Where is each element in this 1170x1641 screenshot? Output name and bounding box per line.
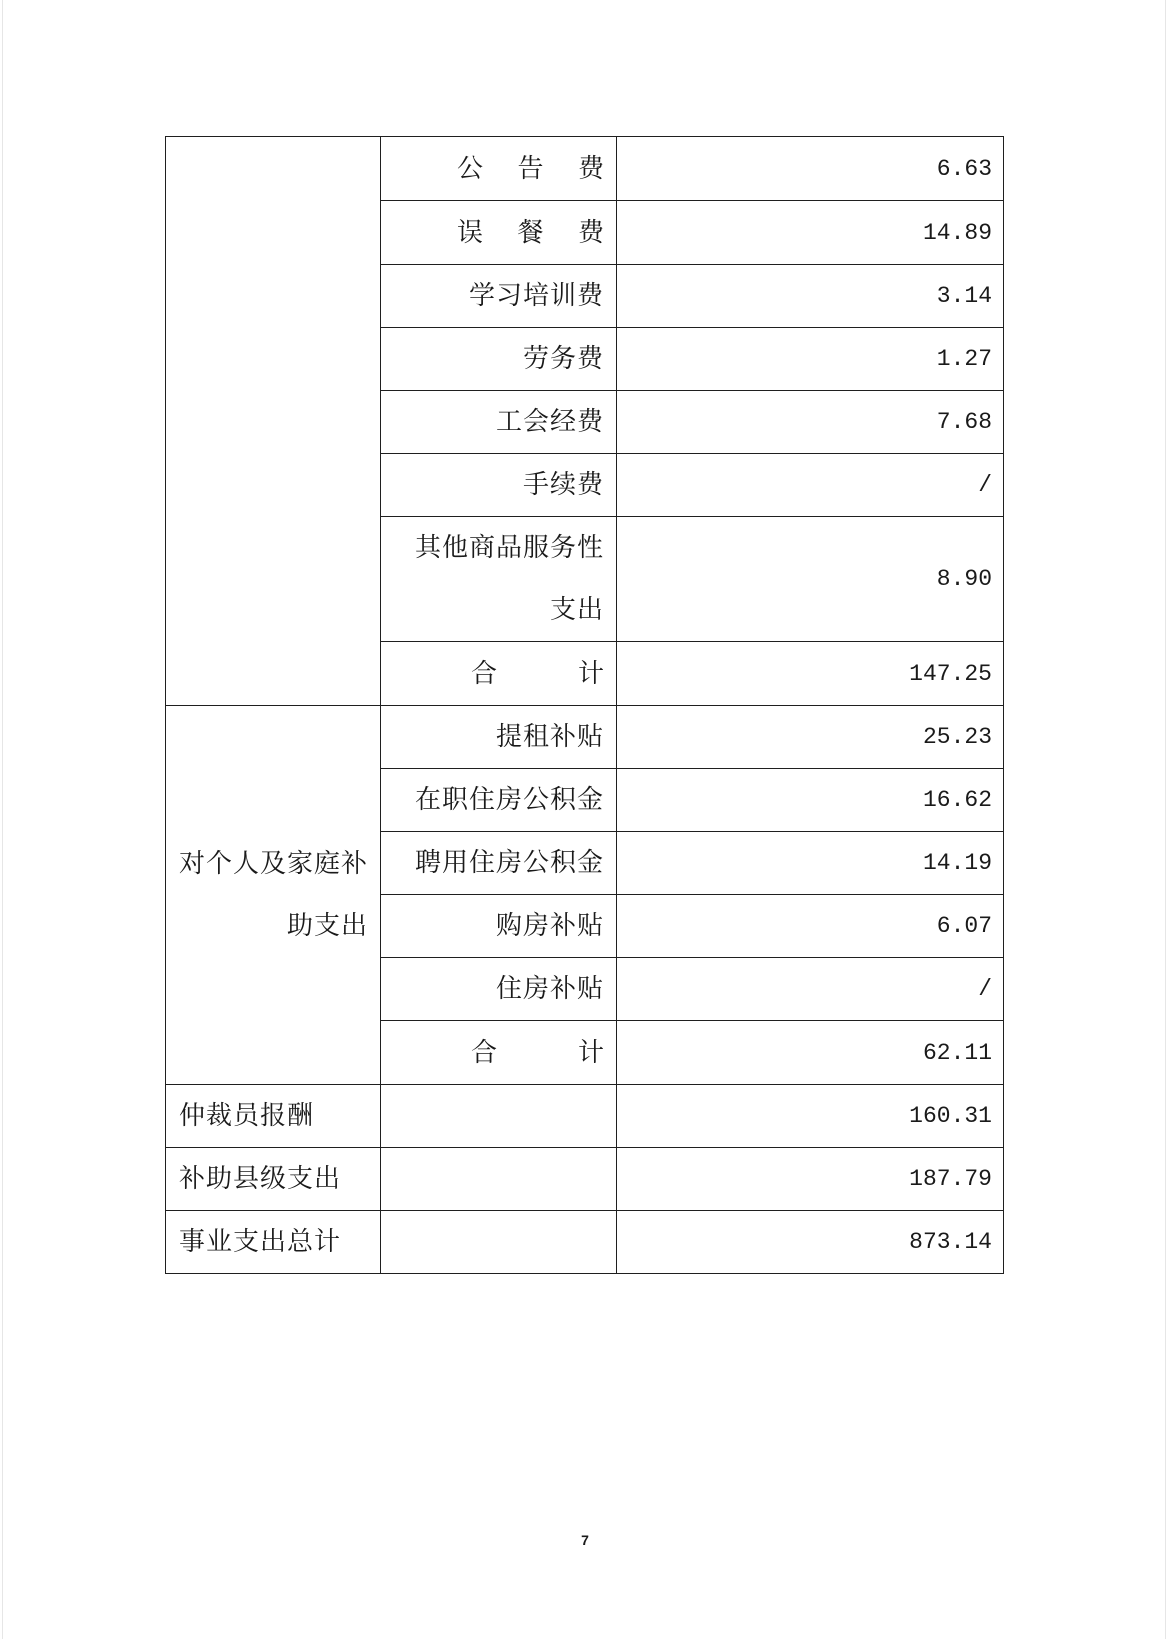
subtotal-label: 合 计: [471, 1038, 604, 1068]
item-value: /: [617, 454, 1004, 517]
item-value: 1.27: [617, 328, 1004, 391]
item-value: 16.62: [617, 769, 1004, 832]
empty-cell: [381, 1211, 617, 1274]
item-value: 7.68: [617, 391, 1004, 454]
item-cell: [381, 769, 617, 832]
category-cell: 对个人及家庭补助支出: [166, 706, 381, 1085]
subtotal-label-cell: [381, 1021, 617, 1085]
item-cell: [381, 832, 617, 895]
expenditure-table: [165, 136, 1004, 1274]
item-label: 学习培训费: [468, 281, 604, 311]
item-value: 6.63: [617, 137, 1004, 201]
item-value: /: [617, 958, 1004, 1021]
item-value: 14.19: [617, 832, 1004, 895]
item-value: 14.89: [617, 201, 1004, 265]
item-cell: [381, 328, 617, 391]
item-cell: [381, 137, 617, 201]
subtotal-value: 147.25: [617, 642, 1004, 706]
item-label: 住房补贴: [495, 974, 604, 1004]
total-label: 补助县级支出: [166, 1148, 381, 1211]
subtotal-label: 合 计: [471, 659, 604, 689]
item-cell: [381, 391, 617, 454]
category-cell-continued: [166, 137, 381, 706]
item-label: 聘用住房公积金: [414, 848, 604, 878]
item-value: 25.23: [617, 706, 1004, 769]
grand-total-label: 事业支出总计: [166, 1211, 381, 1274]
item-cell: [381, 265, 617, 328]
table-row: [166, 706, 1004, 769]
subtotal-label-cell: [381, 642, 617, 706]
item-value: 3.14: [617, 265, 1004, 328]
item-cell: [381, 517, 617, 642]
item-label: 劳务费: [522, 344, 604, 374]
total-value: 160.31: [617, 1085, 1004, 1148]
total-value: 187.79: [617, 1148, 1004, 1211]
item-label: 手续费: [522, 470, 604, 500]
item-cell: [381, 201, 617, 265]
item-label: 购房补贴: [495, 911, 604, 941]
total-row: [166, 1085, 1004, 1148]
total-row: [166, 1148, 1004, 1211]
item-label: 在职住房公积金: [414, 785, 604, 815]
item-cell: [381, 706, 617, 769]
item-cell: [381, 895, 617, 958]
total-label: 仲裁员报酬: [166, 1085, 381, 1148]
item-value: 8.90: [617, 517, 1004, 642]
item-label: 工会经费: [495, 407, 604, 437]
item-value: 6.07: [617, 895, 1004, 958]
item-cell: [381, 454, 617, 517]
item-label: 其他商品服务性支出: [414, 533, 604, 625]
grand-total-value: 873.14: [617, 1211, 1004, 1274]
item-label: 提租补贴: [495, 722, 604, 752]
empty-cell: [381, 1148, 617, 1211]
subtotal-value: 62.11: [617, 1021, 1004, 1085]
item-label: 误 餐 费: [457, 218, 604, 248]
grand-total-row: [166, 1211, 1004, 1274]
table-row: [166, 137, 1004, 201]
item-label: 公 告 费: [457, 154, 604, 184]
empty-cell: [381, 1085, 617, 1148]
page-number: 7: [581, 1532, 589, 1548]
item-cell: [381, 958, 617, 1021]
